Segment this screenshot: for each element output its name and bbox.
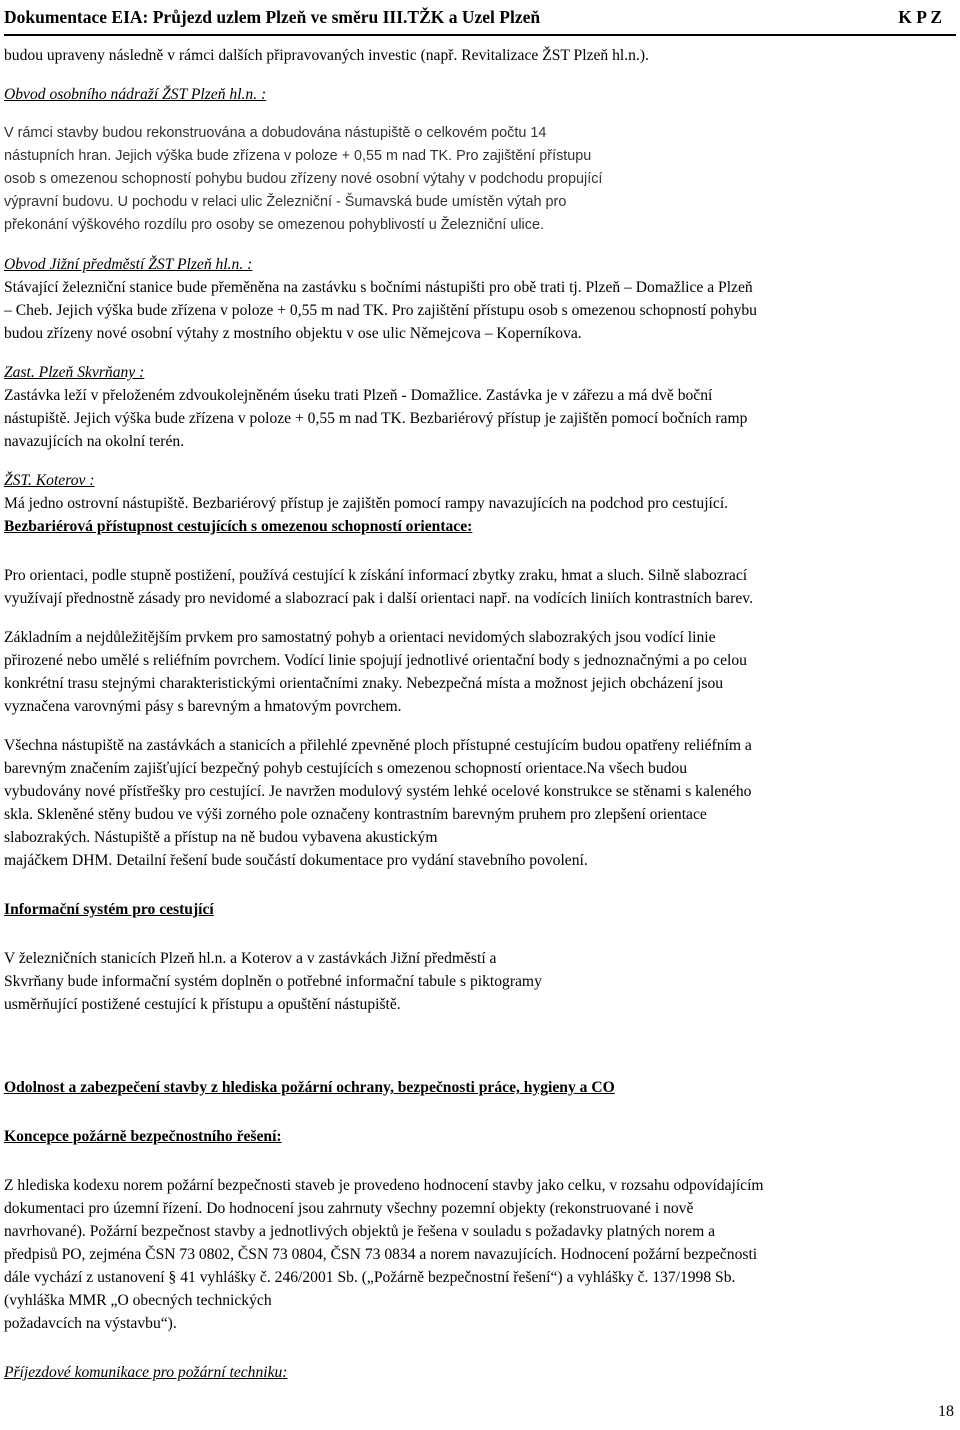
text-line: Základním a nejdůležitějším prvkem pro samostatný pohyb a orientaci nevidomých slabozrakých jsou vodící linie <box>4 629 716 646</box>
text-line: dále vychází z ustanovení § 41 vyhlášky č. 246/2001 Sb. („Požárně bezpečnostní řešení“) a vyhlášky č. 137/1998 Sb. <box>4 1269 736 1286</box>
text-line: barevným značením zajišťující bezpečný pohyb cestujících s omezenou schopností orientace.Na všech budou <box>4 760 688 777</box>
document-body <box>4 44 958 1384</box>
text-line: vyznačena varovnými pásy s barevným a hmatovým povrchem. <box>4 698 402 715</box>
text-line: Má jedno ostrovní nástupiště. Bezbariérový přístup je zajištěn pomocí rampy navazujících na podchod pro cestující. <box>4 495 729 512</box>
header-code: K P Z <box>898 7 942 27</box>
section-heading-osobni: Obvod osobního nádraží ŽST Plzeň hl.n. : <box>4 86 267 103</box>
text-line: Skvrňany bude informační systém doplněn o potřebné informační tabule s piktogramy <box>4 973 542 990</box>
text-line: Stávající železniční stanice bude přeměněna na zastávku s bočními nástupišti pro obě trati tj. Plzeň – Domažlice a Plzeň <box>4 279 753 296</box>
text-line: usměrňující postižené cestující k přístupu a opuštění nástupiště. <box>4 996 401 1013</box>
text-line: výpravní budovu. U pochodu v relaci ulic Železniční - Šumavská bude umístěn výtah pro <box>4 194 567 210</box>
text-line: využívají přednostně zásady pro nevidomé a slabozrací pak i další orientaci např. na vodících liniích kontrastních barev. <box>4 590 753 607</box>
text-line: V železničních stanicích Plzeň hl.n. a Koterov a v zastávkách Jižní předměstí a <box>4 950 497 967</box>
text-line: nástupiště. Jejich výška bude zřízena v poloze + 0,55 m nad TK. Bezbariérový přístup je zajištěn pomocí bočních ramp <box>4 410 748 427</box>
text-line: Pro orientaci, podle stupně postižení, používá cestující k získání informací zbytky zraku, hmat a sluch. Silně slabozrací <box>4 567 748 584</box>
section-heading-informacni: Informační systém pro cestující <box>4 901 214 918</box>
text-line: vybudovány nové přístřešky pro cestující. Je navržen modulový systém lehké ocelové konstrukce se stěnami s kaleného <box>4 783 752 800</box>
section-heading-jizni: Obvod Jižní předměstí ŽST Plzeň hl.n. : <box>4 256 253 273</box>
page-header <box>4 4 956 36</box>
text-line: majáčkem DHM. Detailní řešení bude součástí dokumentace pro vydání stavebního povolení. <box>4 852 588 869</box>
text-line: Zastávka leží v přeloženém zdvoukolejněném úseku trati Plzeň - Domažlice. Zastávka je v zářezu a má dvě boční <box>4 387 713 404</box>
text-line: dokumentaci pro územní řízení. Do hodnocení jsou zahrnuty všechny pozemní objekty (rekonstruované i nově <box>4 1200 694 1217</box>
text-line: Všechna nástupiště na zastávkách a stanicích a přilehlé zpevněné ploch přístupné cestujícím budou opatřeny reliéfním a <box>4 737 752 754</box>
section-heading-koncepce: Koncepce požárně bezpečnostního řešení: <box>4 1128 282 1145</box>
text-line: slabozrakých. Nástupiště a přístup na ně budou vybavena akustickým <box>4 829 438 846</box>
text-line: – Cheb. Jejich výška bude zřízena v poloze + 0,55 m nad TK. Pro zajištění přístupu osob s omezenou schopností pohybu <box>4 302 757 319</box>
page-number: 18 <box>938 1403 954 1420</box>
text-line: osob s omezenou schopností pohybu budou zřízeny nové osobní výtahy v podchodu propující <box>4 171 603 187</box>
text-line: V rámci stavby budou rekonstruována a dobudována nástupiště o celkovém počtu 14 <box>4 125 547 141</box>
section-heading-koterov: ŽST. Koterov : <box>4 472 95 489</box>
text-line: Z hlediska kodexu norem požární bezpečnosti staveb je provedeno hodnocení stavby jako celku, v rozsahu odpovídajícím <box>4 1177 764 1194</box>
text-line: nástupních hran. Jejich výška bude zřízena v poloze + 0,55 m nad TK. Pro zajištění přístupu <box>4 148 592 164</box>
section-heading-prijezdove: Příjezdové komunikace pro požární techniku: <box>4 1364 288 1381</box>
section-heading-skvrnany: Zast. Plzeň Skvrňany : <box>4 364 145 381</box>
text-line: požadavcích na výstavbu“). <box>4 1315 177 1332</box>
section-heading-orientace: Bezbariérová přístupnost cestujících s omezenou schopností orientace: <box>4 518 473 535</box>
text-line: předpisů PO, zejména ČSN 73 0802, ČSN 73 0804, ČSN 73 0834 a norem navazujících. Hodnocení požární bezpečnosti <box>4 1246 758 1263</box>
intro-line: budou upraveny následně v rámci dalších připravovaných investic (např. Revitalizace ŽST Plzeň hl.n.). <box>4 47 649 64</box>
text-line: navazujících na okolní terén. <box>4 433 185 450</box>
text-line: překonání výškového rozdílu pro osoby se omezenou pohyblivostí u Železniční ulice. <box>4 217 544 233</box>
text-line: (vyhláška MMR „O obecných technických <box>4 1292 272 1309</box>
text-line: navrhované). Požární bezpečnost stavby a jednotlivých objektů je řešena v souladu s požadavky platných norem a <box>4 1223 716 1240</box>
text-line: budou zřízeny nové osobní výtahy z mostního objektu v ose ulic Němejcova – Koperníkova. <box>4 325 582 342</box>
osobni-paragraph <box>4 122 958 237</box>
text-line: skla. Skleněné stěny budou ve výši zorného pole označeny kontrastním barevným pruhem pro zlepšení orientace <box>4 806 707 823</box>
text-line: konkrétní trasu stejnými charakteristickými orientačními znaky. Nebezpečná místa a možnost jejich obcházení jsou <box>4 675 724 692</box>
section-heading-odolnost: Odolnost a zabezpečení stavby z hlediska požární ochrany, bezpečnosti práce, hygieny a CO <box>4 1079 615 1096</box>
header-title: Dokumentace EIA: Průjezd uzlem Plzeň ve směru III.TŽK a Uzel Plzeň <box>4 7 541 27</box>
text-line: přirozené nebo umělé s reliéfním povrchem. Vodící linie spojují jednotlivé orientační body s jednoznačnými a po celou <box>4 652 747 669</box>
